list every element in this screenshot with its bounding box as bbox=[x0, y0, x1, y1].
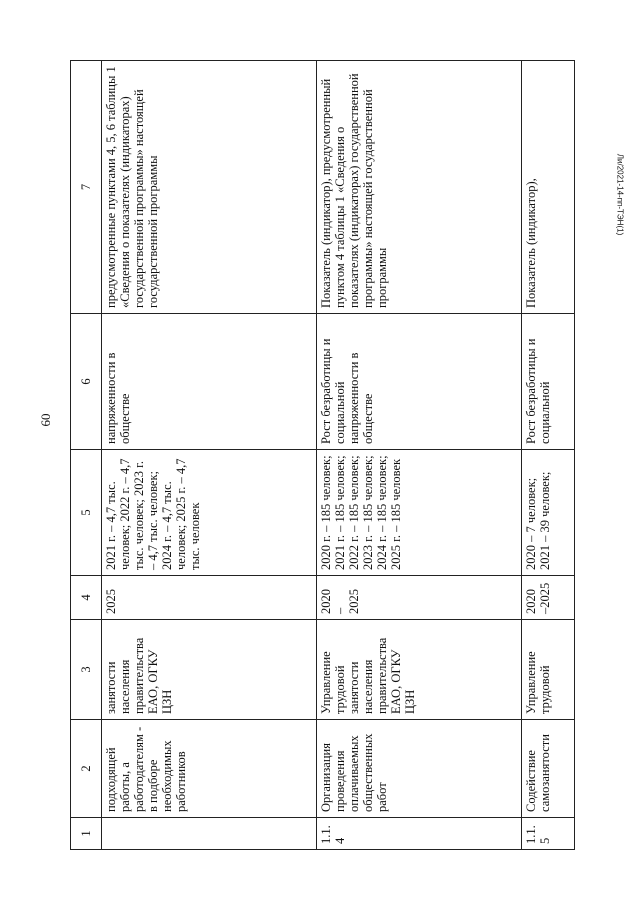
header-row bbox=[71, 61, 102, 850]
measure-name: Содействие самозанятости bbox=[522, 720, 575, 818]
measure-executor: Управление трудовой занятости населения правительства ЕАО, ОГКУ ЦЗН bbox=[317, 620, 522, 720]
column-header: 6 bbox=[71, 314, 102, 450]
column-header: 2 bbox=[71, 720, 102, 818]
table-row bbox=[102, 61, 317, 850]
measure-number: 1.1.4 bbox=[317, 818, 522, 850]
measure-executor: Управление трудовой bbox=[522, 620, 575, 720]
table-row bbox=[317, 61, 522, 850]
measure-period: 2025 bbox=[102, 576, 317, 620]
measure-number: 1.1.5 bbox=[522, 818, 575, 850]
column-header: 1 bbox=[71, 818, 102, 850]
non-implementation-consequence: напряженности в обществе bbox=[102, 314, 317, 450]
expected-result: 2021 г. – 4,7 тыс. человек; 2022 г. – 4,7 тыс. человек; 2023 г. – 4,7 тыс. человек; 2024 г. – 4,7 тыс. человек; 2025 г. – 4,7 тыс. человек bbox=[102, 450, 317, 576]
indicator-link: Показатель (индикатор), bbox=[522, 61, 575, 314]
table-row bbox=[522, 61, 575, 850]
column-header: 3 bbox=[71, 620, 102, 720]
program-measures-table bbox=[70, 60, 575, 850]
measure-executor: занятости населения правительства ЕАО, ОГКУ ЦЗН bbox=[102, 620, 317, 720]
page-number: 60 bbox=[38, 413, 53, 427]
expected-result: 2020 г. – 185 человек; 2021 г. – 185 человек; 2022 г. – 185 человек; 2023 г. – 185 человек; 2024 г. – 185 человек; 2025 г. – 185 человек bbox=[317, 450, 522, 576]
measure-number bbox=[102, 818, 317, 850]
expected-result: 2020 – 7 человек; 2021 – 39 человек; bbox=[522, 450, 575, 576]
measure-name: подходящей работы, а работодателям - в подборе необходимых работников bbox=[102, 720, 317, 818]
measure-period: 2020 – 2025 bbox=[317, 576, 522, 620]
non-implementation-consequence: Рост безработицы и социальной bbox=[522, 314, 575, 450]
document-code: Ли/2021-14-пп-ТЭН(1) bbox=[615, 153, 625, 236]
measure-name: Организация проведения оплачиваемых общественных работ bbox=[317, 720, 522, 818]
column-header: 4 bbox=[71, 576, 102, 620]
non-implementation-consequence: Рост безработицы и социальной напряженности в обществе bbox=[317, 314, 522, 450]
column-header: 7 bbox=[71, 61, 102, 314]
indicator-link: предусмотренные пунктами 4, 5, 6 таблицы 1 «Сведения о показателях (индикаторах) государственной программы» настоящей государственной программы bbox=[102, 61, 317, 314]
measure-period: 2020 –2025 bbox=[522, 576, 575, 620]
indicator-link: Показатель (индикатор), предусмотренный пунктом 4 таблицы 1 «Сведения о показателях (индикаторах) государственной программы» настоящей государственной программы bbox=[317, 61, 522, 314]
column-header: 5 bbox=[71, 450, 102, 576]
table-container bbox=[70, 60, 572, 850]
